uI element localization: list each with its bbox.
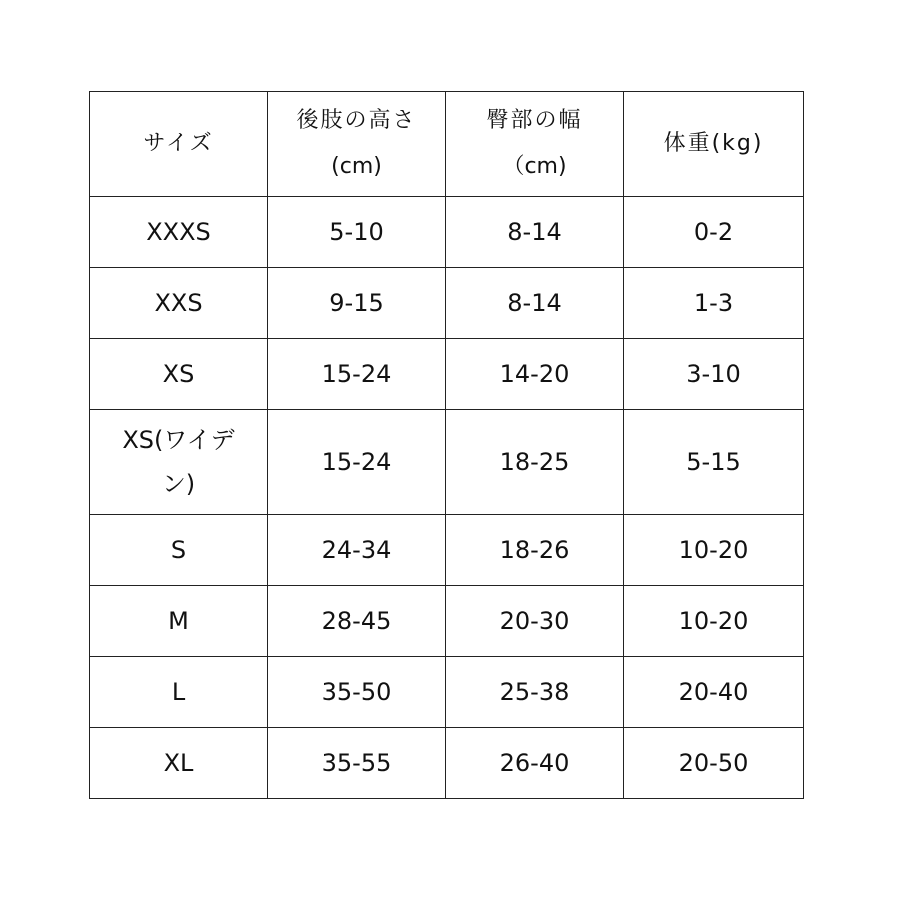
table-row [90, 586, 804, 657]
hind-leg-height-cell: 15-24 [268, 410, 446, 515]
hip-width-cell: 8-14 [446, 197, 624, 268]
size-name-line-2: ン) [161, 470, 196, 498]
hip-width-cell: 18-25 [446, 410, 624, 515]
size-cell [90, 657, 268, 728]
weight-cell: 5-15 [624, 410, 804, 515]
size-name: S [170, 535, 187, 564]
weight-cell: 20-40 [624, 657, 804, 728]
hind-leg-height-cell: 24-34 [268, 515, 446, 586]
weight-cell: 10-20 [624, 586, 804, 657]
hind-leg-height-cell: 9-15 [268, 268, 446, 339]
table-row [90, 410, 804, 515]
size-cell [90, 728, 268, 799]
size-name: XXXS [146, 217, 211, 246]
hind-leg-height-cell: 35-55 [268, 728, 446, 799]
header-cell-hind-leg-height [268, 92, 446, 197]
size-cell [90, 515, 268, 586]
table-row [90, 657, 804, 728]
size-chart-table [89, 91, 804, 799]
weight-cell: 20-50 [624, 728, 804, 799]
size-cell [90, 197, 268, 268]
hip-width-cell: 26-40 [446, 728, 624, 799]
size-name: XXS [154, 288, 203, 317]
hip-width-cell: 8-14 [446, 268, 624, 339]
hip-width-cell: 18-26 [446, 515, 624, 586]
size-name: M [168, 606, 189, 635]
header-hind-leg-height-label: 後肢の高さ [296, 107, 417, 133]
size-cell [90, 339, 268, 410]
size-name: L [171, 677, 186, 706]
table-row [90, 728, 804, 799]
hind-leg-height-cell: 15-24 [268, 339, 446, 410]
weight-cell: 0-2 [624, 197, 804, 268]
hip-width-cell: 25-38 [446, 657, 624, 728]
size-cell [90, 410, 268, 515]
hip-width-cell: 20-30 [446, 586, 624, 657]
header-row [90, 92, 804, 197]
size-cell [90, 586, 268, 657]
table-row [90, 197, 804, 268]
header-weight-label: 体重(kg) [663, 130, 764, 156]
hind-leg-height-cell: 35-50 [268, 657, 446, 728]
hind-leg-height-cell: 5-10 [268, 197, 446, 268]
table-row [90, 339, 804, 410]
size-cell [90, 268, 268, 339]
header-hind-leg-height-unit: (cm) [331, 154, 382, 179]
size-name-line-1: XS(ワイデ [122, 425, 235, 454]
header-hip-width-unit: （cm) [502, 154, 567, 179]
table-row [90, 268, 804, 339]
size-name: XS [162, 359, 195, 388]
size-name: XL [163, 748, 194, 777]
weight-cell: 3-10 [624, 339, 804, 410]
header-hip-width-label: 臀部の幅 [486, 107, 583, 133]
header-cell-hip-width [446, 92, 624, 197]
weight-cell: 10-20 [624, 515, 804, 586]
weight-cell: 1-3 [624, 268, 804, 339]
hip-width-cell: 14-20 [446, 339, 624, 410]
header-cell-weight [624, 92, 804, 197]
table-row [90, 515, 804, 586]
header-size-label: サイズ [143, 130, 214, 156]
hind-leg-height-cell: 28-45 [268, 586, 446, 657]
header-cell-size [90, 92, 268, 197]
